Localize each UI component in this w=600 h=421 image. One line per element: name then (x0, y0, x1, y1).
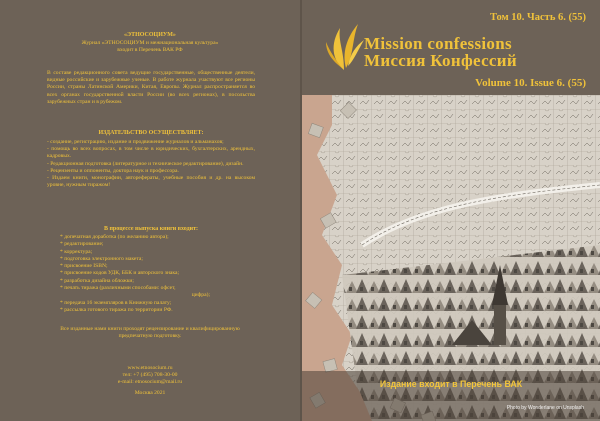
process-item: * присвоение ISBN; (60, 263, 108, 270)
phone-number: тел: +7 (495) 708-30-00 (122, 372, 178, 379)
org-subtitle (44, 40, 256, 54)
publishing-list (47, 139, 255, 189)
contacts-block (60, 365, 240, 397)
process-item: * подготовка электронного макета; (60, 255, 143, 262)
process-item: * присвоение кодов УДК, ББК и авторского знака; (60, 270, 180, 277)
process-item: цифра); (191, 292, 210, 299)
final-note: Все изданные нами книги проходят рецензирование и квалифицированную предпечатную подготовку. (60, 326, 240, 340)
process-item: * рассылка готового тиража по территории РФ. (60, 306, 173, 313)
process-heading: В процессе выпуска книги входит: (103, 226, 199, 232)
org-title: «ЭТНОСОЦИУМ» (124, 32, 176, 38)
publishing-heading: ИЗДАТЕЛЬСТВО ОСУЩЕСТВЛЯЕТ: (98, 130, 204, 136)
website-link[interactable]: www.etnosocium.ru (127, 365, 173, 371)
volume-ru: Том 10. Часть 6. (55) (489, 12, 586, 23)
publishing-item: - Рецензенты и оппоненты, доктора наук и профессора. (47, 167, 179, 174)
process-item: * передача 16 экземпляров в Книжную палату; (60, 299, 172, 306)
vak-notice: Издание входит в Перечень ВАК (379, 379, 523, 389)
process-item: * печать тиража (различными способами: офсет, (60, 285, 176, 292)
process-item: * допечатная доработка (по желанию автора); (60, 234, 169, 240)
volume-en: Volume 10. Issue 6. (55) (475, 77, 586, 89)
puzzle-city-image (302, 95, 600, 421)
email-address[interactable]: e-mail: etnosocium@mail.ru (117, 379, 183, 386)
process-item: * разработка дизайна обложки; (60, 277, 134, 284)
publishing-item: - Издаем книги, монографии, авторефераты, учебные пособия и др. на высоком уровне, нужным тиражом! (47, 175, 255, 189)
publishing-item: - Редакционная подготовка (литературное и техническое редактирование), дизайн. (47, 160, 244, 167)
org-subtitle-line-2: входит в Перечень ВАК РФ (117, 47, 183, 54)
photo-credit: Photo by Wonderlane on Unsplash (506, 405, 584, 411)
front-cover (302, 0, 600, 421)
publishing-item: - создание, регистрацию, издание и продвижение журналов и альманахов; (47, 139, 224, 145)
process-list (60, 234, 250, 314)
flame-feather-logo-icon (322, 20, 366, 72)
journal-title-ru: Миссия Конфессий (364, 51, 517, 70)
city-year: Москва 2021 (134, 389, 166, 396)
publishing-item: - помощь во всех вопросах, в том числе в юридических, бухгалтерских, арендных, кадровых. (47, 146, 255, 160)
process-item: * корректура; (60, 248, 93, 255)
journal-title-en: Mission confessions (364, 34, 512, 53)
board-paragraph: В составе редакционного совета ведущие государственные, общественные деятели, видные российские и зарубежные ученые. В работе журнала участвуют все регионы России, страны Латинской Америки, Китая, Европы. Журнал распространяется во всех органах государственной власти России (во всех регионах), в посольства зарубежных стран и в рубежом. (47, 70, 255, 105)
org-subtitle-line-1: Журнал «ЭТНОСОЦИУМ и межнациональная культура» (81, 40, 219, 46)
process-item: * редактирование; (60, 241, 104, 248)
